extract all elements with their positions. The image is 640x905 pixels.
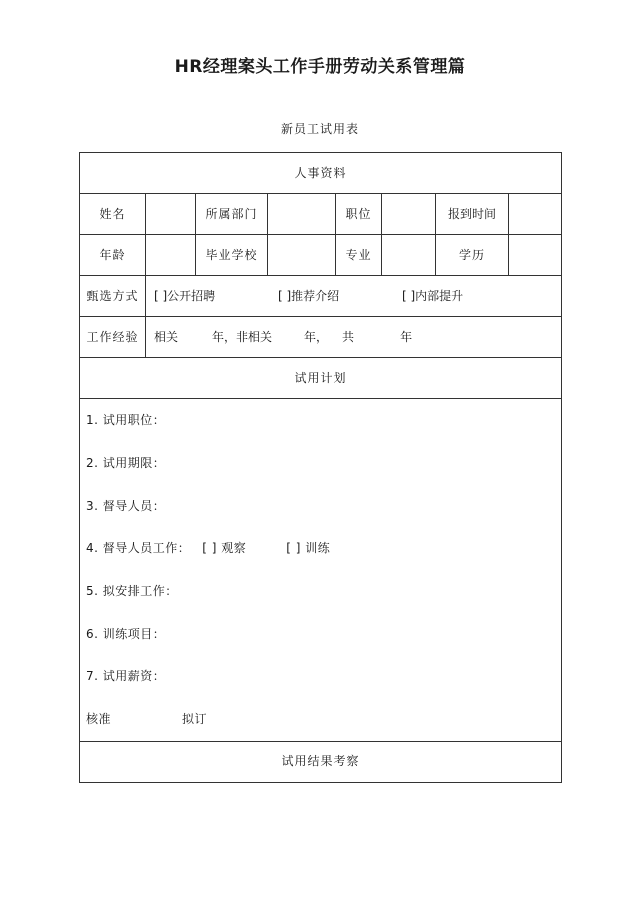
document-title: HR经理案头工作手册劳动关系管理篇 [174, 57, 466, 77]
supervise-option-observe[interactable]: [ ] 观察 [202, 541, 247, 556]
personnel-row-1 [80, 194, 562, 235]
dept-label: 所属部门 [196, 194, 268, 235]
plan-item-training[interactable]: 6. 训练项目： [86, 626, 166, 641]
school-value-cell[interactable] [268, 235, 336, 276]
plan-header-row [80, 358, 562, 399]
selection-option-public[interactable]: [ ]公开招聘 [154, 288, 216, 303]
report-time-label: 报到时间 [436, 194, 509, 235]
plan-signoff [86, 698, 561, 741]
plan-item-supervisor[interactable]: 3. 督导人员： [86, 498, 166, 513]
draft-label: 拟订 [182, 711, 208, 726]
result-header-row [80, 741, 562, 782]
selection-option-internal[interactable]: [ ]内部提升 [402, 288, 464, 303]
personnel-header-row [80, 153, 562, 194]
experience-row [80, 317, 562, 358]
name-label: 姓名 [80, 194, 146, 235]
selection-option-referral[interactable]: [ ]推荐介绍 [278, 288, 340, 303]
plan-section-label: 试用计划 [80, 358, 562, 399]
approve-label: 核准 [86, 711, 112, 726]
experience-total-year-label: 年 [400, 329, 413, 344]
major-value-cell[interactable] [382, 235, 436, 276]
age-value-cell[interactable] [146, 235, 196, 276]
result-section-label: 试用结果考察 [80, 741, 562, 782]
probation-form-table [79, 152, 562, 783]
plan-item-position[interactable]: 1. 试用职位： [86, 413, 166, 428]
major-label: 专业 [336, 235, 382, 276]
experience-year-nonrelated-label: 年，非相关 [212, 329, 273, 344]
supervise-option-train[interactable]: [ ] 训练 [286, 541, 331, 556]
education-value-cell[interactable] [509, 235, 562, 276]
experience-values[interactable] [146, 317, 562, 358]
experience-year-label: 年， [304, 329, 329, 344]
position-label: 职位 [336, 194, 382, 235]
position-value-cell[interactable] [382, 194, 436, 235]
plan-item-salary[interactable]: 7. 试用薪资： [86, 669, 166, 684]
plan-list [80, 399, 562, 742]
name-value-cell[interactable] [146, 194, 196, 235]
selection-options [146, 276, 562, 317]
selection-row [80, 276, 562, 317]
report-time-value-cell[interactable] [509, 194, 562, 235]
personnel-row-2 [80, 235, 562, 276]
selection-label: 甄选方式 [80, 276, 146, 317]
form-title: 新员工试用表 [280, 122, 359, 136]
personnel-section-label: 人事资料 [80, 153, 562, 194]
school-label: 毕业学校 [196, 235, 268, 276]
plan-item-assigned-work[interactable]: 5. 拟安排工作： [86, 583, 178, 598]
age-label: 年龄 [80, 235, 146, 276]
experience-total-label: 共 [342, 329, 355, 344]
experience-label: 工作经验 [80, 317, 146, 358]
plan-body-row [80, 399, 562, 742]
plan-item-supervisor-work[interactable]: 4. 督导人员工作： [ ] 观察 [ ] 训练 [86, 541, 331, 556]
plan-item-period[interactable]: 2. 试用期限： [86, 455, 166, 470]
education-label: 学历 [436, 235, 509, 276]
experience-related-label: 相关 [154, 329, 179, 344]
dept-value-cell[interactable] [268, 194, 336, 235]
